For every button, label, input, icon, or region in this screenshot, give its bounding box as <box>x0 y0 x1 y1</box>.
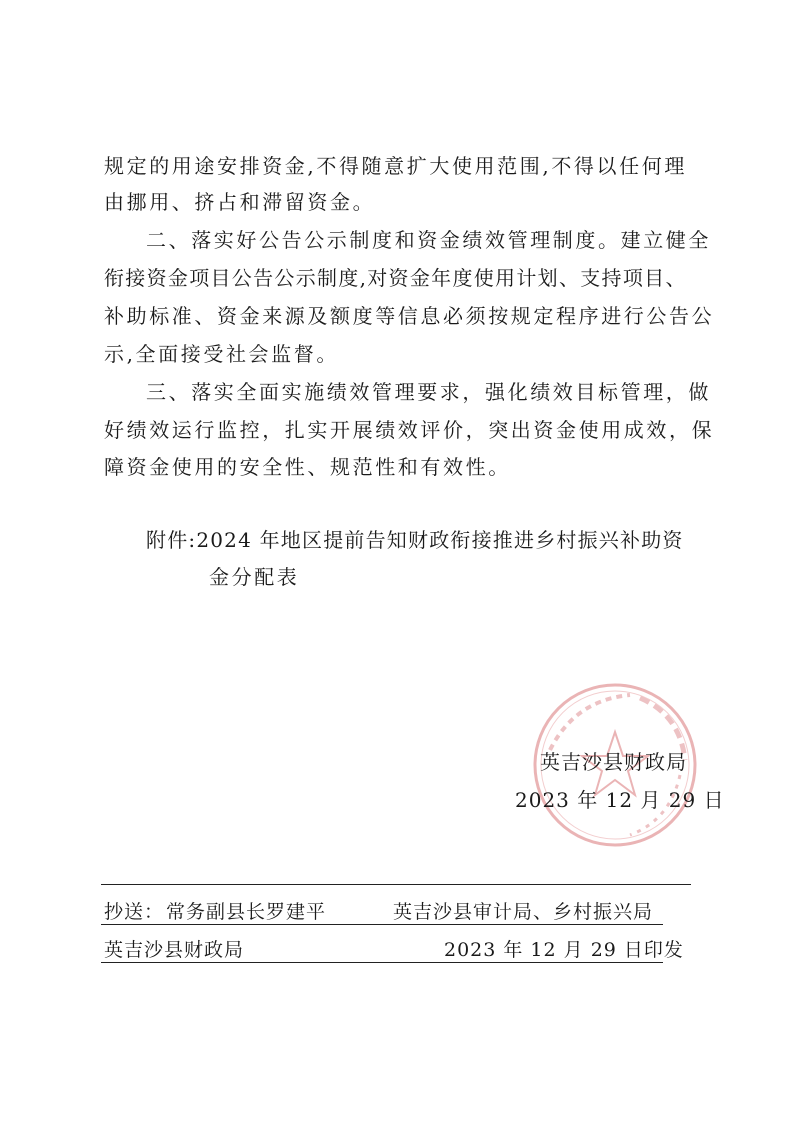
body-line-7: 三、落实全面实施绩效管理要求，强化绩效目标管理，做 <box>146 380 711 404</box>
body-line-1: 规定的用途安排资金,不得随意扩大使用范围,不得以任何理 <box>104 154 687 178</box>
signature-org: 英吉沙县财政局 <box>540 750 687 774</box>
body-line-9: 障资金使用的安全性、规范性和有效性。 <box>104 455 511 479</box>
body-line-8: 好绩效运行监控，扎实开展绩效评价，突出资金使用成效，保 <box>104 418 715 442</box>
footer-rule-top <box>101 884 691 885</box>
body-line-2: 由挪用、挤占和滞留资金。 <box>104 190 376 214</box>
attachment-line-2: 金分配表 <box>209 565 300 589</box>
footer-cc-label: 抄送： <box>104 901 165 923</box>
body-line-5: 补助标准、资金来源及额度等信息必须按规定程序进行公告公 <box>104 304 715 328</box>
footer-issue-date: 2023 年 12 月 29 日印发 <box>444 939 684 961</box>
body-line-3: 二、落实好公告公示制度和资金绩效管理制度。建立健全 <box>146 228 711 252</box>
signature-date: 2023 年 12 月 29 日 <box>515 788 725 812</box>
footer-cc-orgs: 英吉沙县审计局、乡村振兴局 <box>393 901 654 923</box>
footer-cc-person: 常务副县长罗建平 <box>166 901 327 923</box>
body-line-4: 衔接资金项目公告公示制度,对资金年度使用计划、支持项目、 <box>104 266 687 290</box>
footer-issuer: 英吉沙县财政局 <box>104 939 245 961</box>
attachment-line-1: 附件:2024 年地区提前告知财政衔接推进乡村振兴补助资 <box>146 528 684 552</box>
body-line-6: 示,全面接受社会监督。 <box>104 342 339 366</box>
